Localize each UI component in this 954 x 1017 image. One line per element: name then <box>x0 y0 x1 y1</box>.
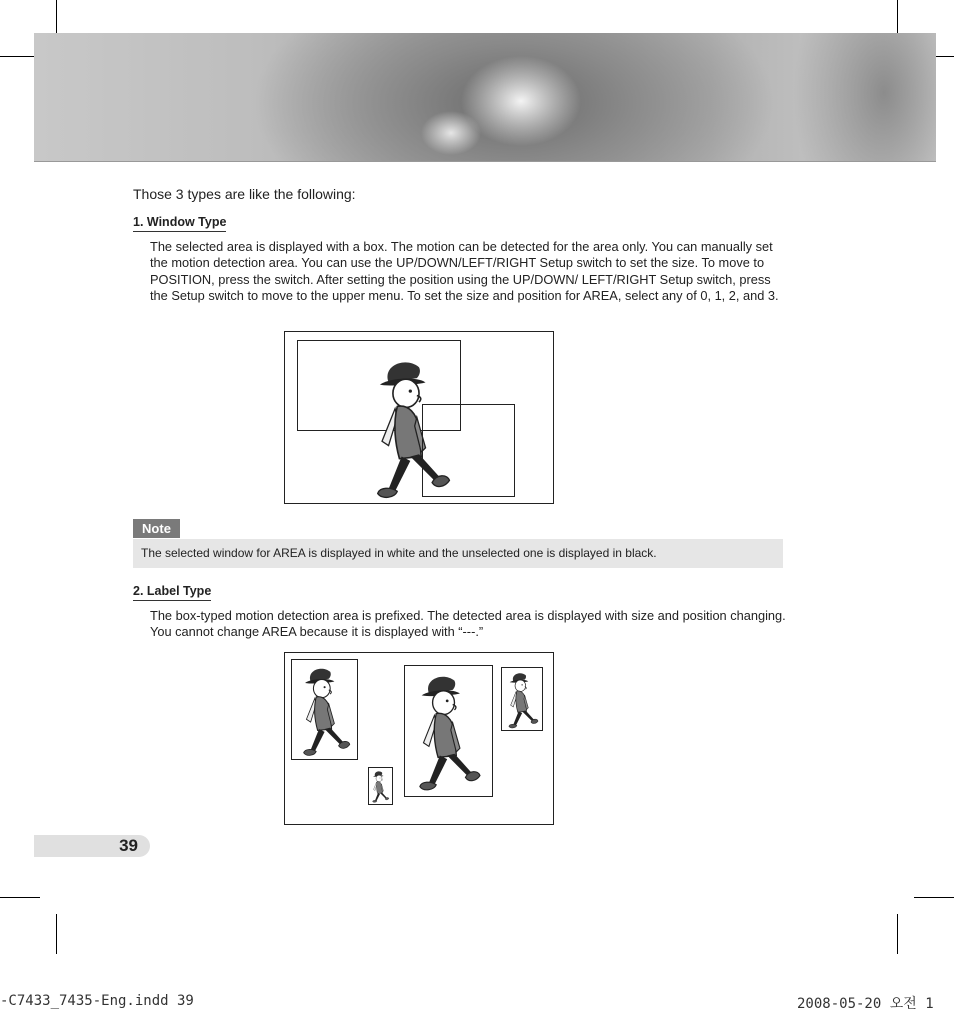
page-number: 39 <box>34 835 150 857</box>
intro-text: Those 3 types are like the following: <box>133 186 356 202</box>
walking-man-icon <box>370 769 391 803</box>
window-type-heading: 1. Window Type <box>133 215 226 232</box>
window-type-figure <box>284 331 554 504</box>
note-text: The selected window for AREA is displayed in white and the unselected one is displayed in black. <box>133 539 783 568</box>
label-type-body: The box-typed motion detection area is prefixed. The detected area is displayed with size and position changing. You cannot change AREA because it is displayed with “---.” <box>150 608 786 640</box>
crop-mark <box>897 914 898 954</box>
crop-mark <box>0 897 40 898</box>
label-box <box>368 767 393 805</box>
walking-man-icon <box>504 669 542 729</box>
footer-file-name: -C7433_7435-Eng.indd 39 <box>0 993 194 1009</box>
crop-mark <box>56 914 57 954</box>
label-box <box>291 659 358 760</box>
label-box <box>404 665 493 797</box>
header-banner-image <box>34 33 936 162</box>
label-type-figure <box>284 652 554 825</box>
label-type-heading: 2. Label Type <box>133 584 211 601</box>
label-box <box>501 667 543 731</box>
detection-window-box <box>422 404 515 497</box>
crop-mark <box>914 897 954 898</box>
window-type-body: The selected area is displayed with a box. The motion can be detected for the area only. You can manually set the motion detection area. You can use the UP/DOWN/LEFT/RIGHT Setup switch to set the size. To move to POSITION, press the switch. After setting the position using the UP/DOWN/ LEFT/RIGHT Setup switch, press the Setup switch to move to the upper menu. To set the size and position for AREA, select any of 0, 1, 2, and 3. <box>150 239 779 303</box>
footer-date: 2008-05-20 오전 1 <box>797 996 934 1012</box>
walking-man-icon <box>296 662 356 757</box>
note-label: Note <box>133 519 180 538</box>
walking-man-icon <box>409 668 489 792</box>
